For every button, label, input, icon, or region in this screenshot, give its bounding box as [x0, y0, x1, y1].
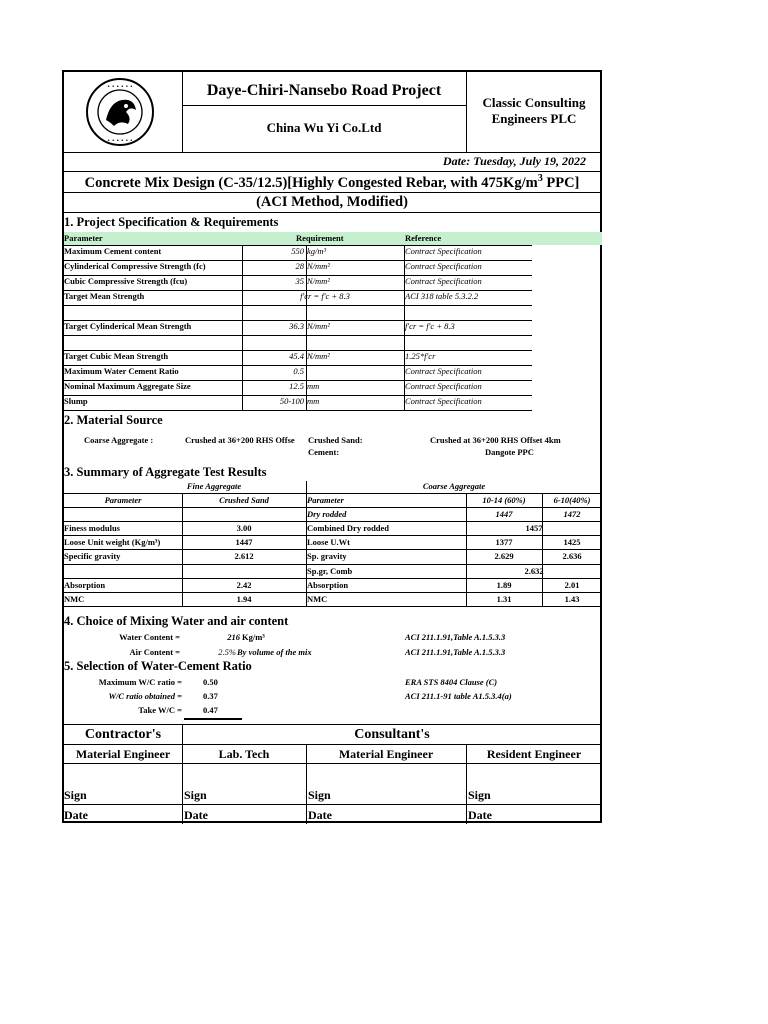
spec-reference: Contract Specification [405, 366, 482, 376]
spec-parameter: Target Cubic Mean Strength [64, 351, 169, 361]
agg-fine-parameter: Specific gravity [64, 551, 121, 561]
agg-col-parameter: Parameter [104, 495, 142, 505]
spec-reference: Contract Specification [405, 276, 482, 286]
agg-col-crushed-sand: Crushed Sand [219, 495, 269, 505]
section1-title: 1. Project Specification & Requirements [64, 215, 279, 229]
coarse-aggregate-header: Coarse Aggregate [422, 481, 486, 491]
agg-fine-value: 2.612 [234, 551, 254, 561]
agg-coarse-parameter: NMC [307, 594, 328, 604]
signoff-col-consultant-material-engineer: Material Engineer [338, 747, 434, 761]
coarse-source-label: Coarse Aggregate : [84, 435, 154, 445]
agg-fine-parameter: Loose Unit weight (Kg/m³) [64, 537, 161, 547]
spec-grid-line [64, 335, 532, 336]
sign-field-2: Sign [184, 788, 207, 802]
agg-coarse-parameter: Loose U.Wt [307, 537, 350, 547]
section2-title: 2. Material Source [64, 413, 163, 427]
consultant-name-line2: Engineers PLC [491, 111, 577, 126]
agg-coarse-parameter: Dry rodded [307, 509, 347, 519]
spec-parameter: Maximum Water Cement Ratio [64, 366, 179, 376]
agg-fine-parameter: NMC [64, 594, 85, 604]
take-wc-value: 0.47 [203, 705, 218, 715]
max-wc-reference: ERA STS 8404 Clause (C) [405, 677, 498, 687]
agg-coarse-value-6-10: 1425 [563, 537, 581, 547]
agg-coarse-value-10-14: 1.89 [496, 580, 512, 590]
spec-parameter: Slump [64, 396, 88, 406]
spec-value: 36.3 [289, 321, 304, 331]
sign-field-3: Sign [308, 788, 331, 802]
agg-grid-line [64, 592, 602, 593]
spec-parameter: Nominal Maximum Aggregate Size [64, 381, 191, 391]
agg-fine-value: 3.00 [236, 523, 252, 533]
spec-reference: Contract Specification [405, 396, 482, 406]
water-content-reference: ACI 211.1.91,Table A.1.5.3.3 [405, 632, 506, 642]
spec-value: 0.5 [293, 366, 304, 376]
spec-unit: N/mm² [307, 276, 330, 286]
svg-text:• • • • • •: • • • • • • [107, 138, 133, 144]
spec-grid-line [64, 410, 532, 411]
date-field-1: Date [64, 808, 88, 822]
agg-grid-line [64, 606, 602, 607]
svg-text:• • • • • •: • • • • • • [107, 84, 133, 90]
consultant-name-line1: Classic Consulting [482, 95, 586, 110]
signoff-divider-1 [182, 724, 183, 824]
header-divider-h [182, 105, 466, 106]
date-bottom-line [64, 171, 600, 172]
agg-grid-line [64, 549, 602, 550]
spec-unit: mm [307, 396, 320, 406]
agg-coarse-value-10-14: 1377 [495, 537, 513, 547]
spec-reference: f'cr = f'c + 8.3 [405, 321, 455, 331]
signoff-col-resident-engineer: Resident Engineer [486, 747, 582, 761]
agg-coarse-value-6-10: 1.43 [564, 594, 580, 604]
air-content-unit: By volume of the mix [237, 647, 312, 657]
fine-aggregate-header: Fine Aggregate [186, 481, 242, 491]
spec-col-requirement: Requirement [296, 233, 344, 243]
report-date: Date: Tuesday, July 19, 2022 [442, 154, 586, 168]
obtained-wc-value: 0.37 [203, 691, 218, 701]
spec-value: 12.5 [289, 381, 304, 391]
date-field-3: Date [308, 808, 332, 822]
coarse-source-value: Crushed at 36+200 RHS Offse [185, 435, 295, 445]
spec-reference: 1.25*f'cr [405, 351, 436, 361]
air-content-label: Air Content = [129, 647, 180, 657]
take-wc-label: Take W/C = [138, 705, 182, 715]
agg-grid-line [64, 535, 602, 536]
section3-title: 3. Summary of Aggregate Test Results [64, 465, 267, 479]
air-content-reference: ACI 211.1.91,Table A.1.5.3.3 [405, 647, 506, 657]
agg-coarse-value-6-10: 2.01 [564, 580, 580, 590]
agg-grid-line [64, 507, 602, 508]
spec-reference: Contract Specification [405, 261, 482, 271]
agg-coarse-combined-value: 1457 [525, 523, 543, 533]
spec-grid-divider [242, 245, 243, 410]
spec-parameter: Target Mean Strength [64, 291, 145, 301]
take-wc-underline [184, 718, 242, 720]
section5-title: 5. Selection of Water-Cement Ratio [64, 659, 252, 673]
spec-col-reference: Reference [405, 233, 442, 243]
spec-unit: N/mm² [307, 261, 330, 271]
spec-parameter: Cubic Compressive Strength (fcu) [64, 276, 188, 286]
subtitle-bottom-line [64, 212, 600, 213]
sand-source-label: Crushed Sand: [308, 435, 363, 445]
obtained-wc-reference: ACI 211.1-91 table A1.5.3.4(a) [405, 691, 512, 701]
spec-value: 50-100 [279, 396, 304, 406]
agg-coarse-parameter: Combined Dry rodded [307, 523, 390, 533]
title-bottom-line [64, 192, 600, 193]
header-bottom-line [64, 152, 600, 153]
agg-coarse-value-10-14: 1447 [495, 509, 513, 519]
date-field-2: Date [184, 808, 208, 822]
spec-unit: N/mm² [307, 321, 330, 331]
spec-reference: Contract Specification [405, 381, 482, 391]
signoff-sign-line [64, 804, 600, 805]
cement-source-value: Dangote PPC [485, 447, 534, 457]
agg-coarse-value-6-10: 1472 [563, 509, 581, 519]
agg-coarse-value-10-14: 2.629 [494, 551, 514, 561]
project-title: Daye-Chiri-Nansebo Road Project [206, 82, 442, 99]
agg-coarse-value-10-14: 1.31 [496, 594, 512, 604]
signoff-header-line [64, 763, 600, 764]
max-wc-value: 0.50 [203, 677, 218, 687]
max-wc-label: Maximum W/C ratio = [98, 677, 182, 687]
contractor-signoff-title: Contractor's [84, 727, 162, 742]
agg-fine-value: 1.94 [236, 594, 252, 604]
spec-grid-line [64, 305, 532, 306]
spec-value: 550 [291, 246, 304, 256]
agg-grid-line [64, 578, 602, 579]
spec-value: 28 [295, 261, 304, 271]
obtained-wc-label: W/C ratio obtained = [108, 691, 182, 701]
signoff-top-line [64, 724, 600, 725]
consultant-signoff-title: Consultant's [354, 727, 430, 742]
agg-fine-value: 2.42 [236, 580, 252, 590]
agg-coarse-value-6-10: 2.636 [562, 551, 582, 561]
agg-col-6-10: 6-10(40%) [553, 495, 591, 505]
main-subtitle: (ACI Method, Modified) [256, 194, 408, 210]
spec-value: f'cr = f'c + 8.3 [300, 291, 350, 301]
agg-grid-line [64, 521, 602, 522]
agg-fine-parameter: Absorption [64, 580, 106, 590]
agg-fine-parameter: Finess modulus [64, 523, 120, 533]
spec-parameter: Maximum Cement content [64, 246, 162, 256]
agg-col-parameter2: Parameter [307, 495, 344, 505]
sign-field-4: Sign [468, 788, 491, 802]
water-content-label: Water Content = [119, 632, 180, 642]
spec-unit: kg/m³ [307, 246, 327, 256]
spec-value: 45.4 [289, 351, 304, 361]
contractor-name: China Wu Yi Co.Ltd [266, 120, 382, 135]
section4-title: 4. Choice of Mixing Water and air content [64, 614, 289, 628]
water-content-value: 216 [227, 632, 240, 642]
spec-parameter: Target Cylinderical Mean Strength [64, 321, 192, 331]
sand-source-value: Crushed at 36+200 RHS Offset 4km [430, 435, 561, 445]
company-seal-icon [80, 76, 160, 148]
agg-coarse-parameter: Sp.gr, Comb [307, 566, 353, 576]
spec-value: 35 [295, 276, 304, 286]
mix-design-sheet [62, 70, 602, 823]
agg-coarse-parameter: Absorption [307, 580, 349, 590]
agg-coarse-combined-value: 2.632 [524, 566, 544, 576]
sign-field-1: Sign [64, 788, 87, 802]
water-content-unit: Kg/m³ [242, 632, 265, 642]
agg-col-10-14: 10-14 (60%) [482, 495, 526, 505]
spec-reference: Contract Specification [405, 246, 482, 256]
date-field-4: Date [468, 808, 492, 822]
signoff-col-contractor-material-engineer: Material Engineer [75, 747, 171, 761]
spec-unit: mm [307, 381, 320, 391]
air-content-value: 2.5% [218, 647, 236, 657]
main-title: Concrete Mix Design (C-35/12.5)[Highly Congested Rebar, with $475Kg/m^3$ PPC] [84, 173, 580, 191]
spec-col-parameter: Parameter [64, 233, 103, 243]
cement-source-label: Cement: [308, 447, 340, 457]
spec-reference: ACI 318 table 5.3.2.2 [405, 291, 479, 301]
agg-header-line [64, 493, 600, 494]
spec-parameter: Cylinderical Compressive Strength (fc) [64, 261, 206, 271]
agg-fine-value: 1447 [235, 537, 253, 547]
spec-unit: N/mm² [307, 351, 330, 361]
agg-coarse-parameter: Sp. gravity [307, 551, 347, 561]
signoff-col-lab-tech: Lab. Tech [218, 747, 270, 761]
agg-grid-line [64, 564, 602, 565]
signoff-title-line [64, 744, 600, 745]
